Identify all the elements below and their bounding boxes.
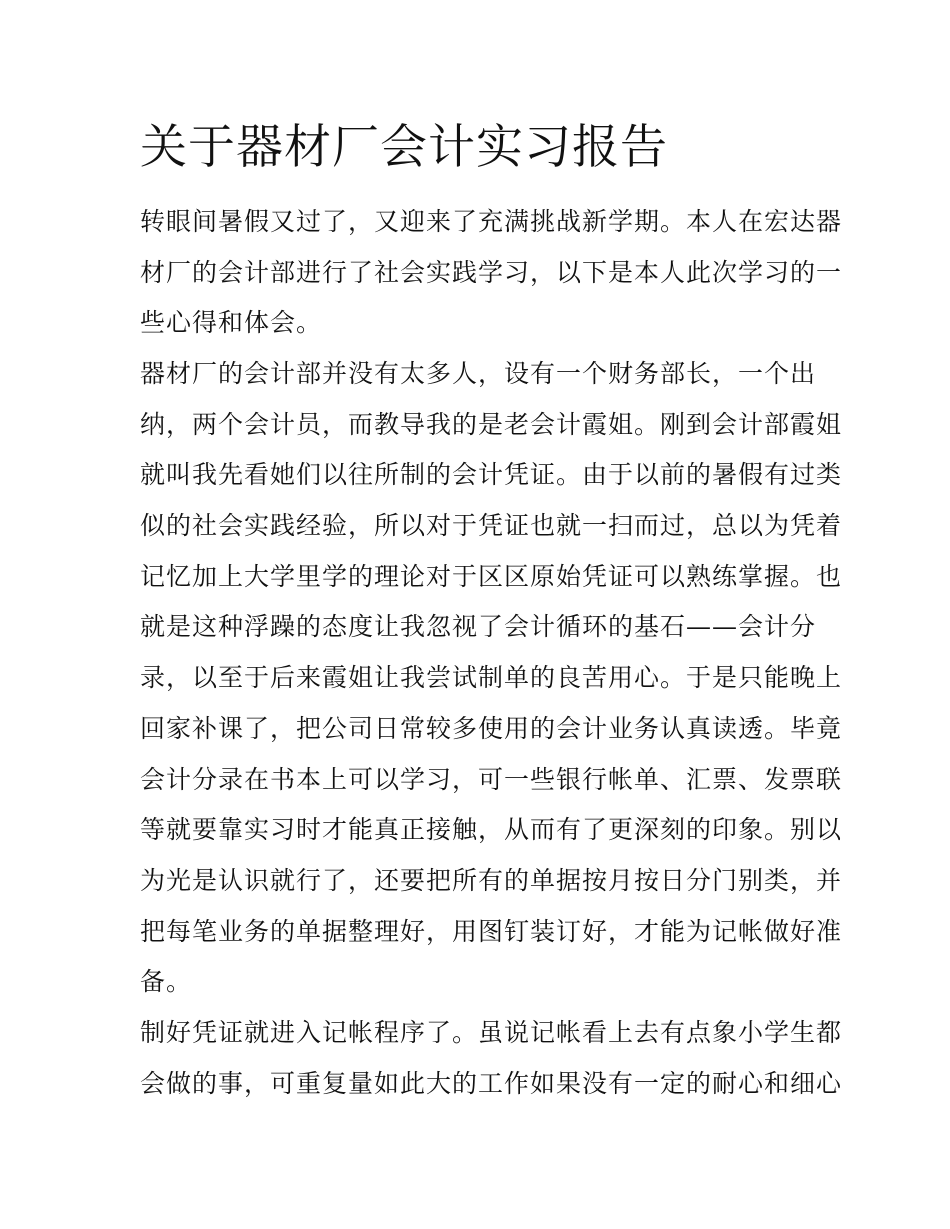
page-title: 关于器材厂会计实习报告	[140, 120, 668, 175]
text-line: 就是这种浮躁的态度让我忽视了会计循环的基石——会计分	[140, 612, 817, 641]
text-line: 等就要靠实习时才能真正接触，从而有了更深刻的印象。别以	[140, 815, 843, 844]
text-line: 器材厂的会计部并没有太多人，设有一个财务部长，一个出	[140, 359, 817, 388]
text-line: 纳，两个会计员，而教导我的是老会计霞姐。刚到会计部霞姐	[140, 410, 843, 439]
text-line: 制好凭证就进入记帐程序了。虽说记帐看上去有点象小学生都	[140, 1018, 843, 1047]
text-line: 会做的事，可重复量如此大的工作如果没有一定的耐心和细心	[140, 1069, 843, 1098]
text-line: 转眼间暑假又过了，又迎来了充满挑战新学期。本人在宏达器	[140, 207, 843, 236]
text-line: 会计分录在书本上可以学习，可一些银行帐单、汇票、发票联	[140, 765, 843, 794]
text-line: 回家补课了，把公司日常较多使用的会计业务认真读透。毕竟	[140, 714, 843, 743]
text-line: 材厂的会计部进行了社会实践学习，以下是本人此次学习的一	[140, 258, 843, 287]
text-line: 记忆加上大学里学的理论对于区区原始凭证可以熟练掌握。也	[140, 562, 843, 591]
text-line: 录，以至于后来霞姐让我尝试制单的良苦用心。于是只能晚上	[140, 663, 843, 692]
text-line: 为光是认识就行了，还要把所有的单据按月按日分门别类，并	[140, 866, 843, 895]
text-line: 似的社会实践经验，所以对于凭证也就一扫而过，总以为凭着	[140, 511, 843, 540]
text-line: 就叫我先看她们以往所制的会计凭证。由于以前的暑假有过类	[140, 460, 843, 489]
text-line: 备。	[140, 967, 193, 996]
text-line: 把每笔业务的单据整理好，用图钉装订好，才能为记帐做好准	[140, 917, 843, 946]
text-line: 些心得和体会。	[140, 308, 323, 337]
